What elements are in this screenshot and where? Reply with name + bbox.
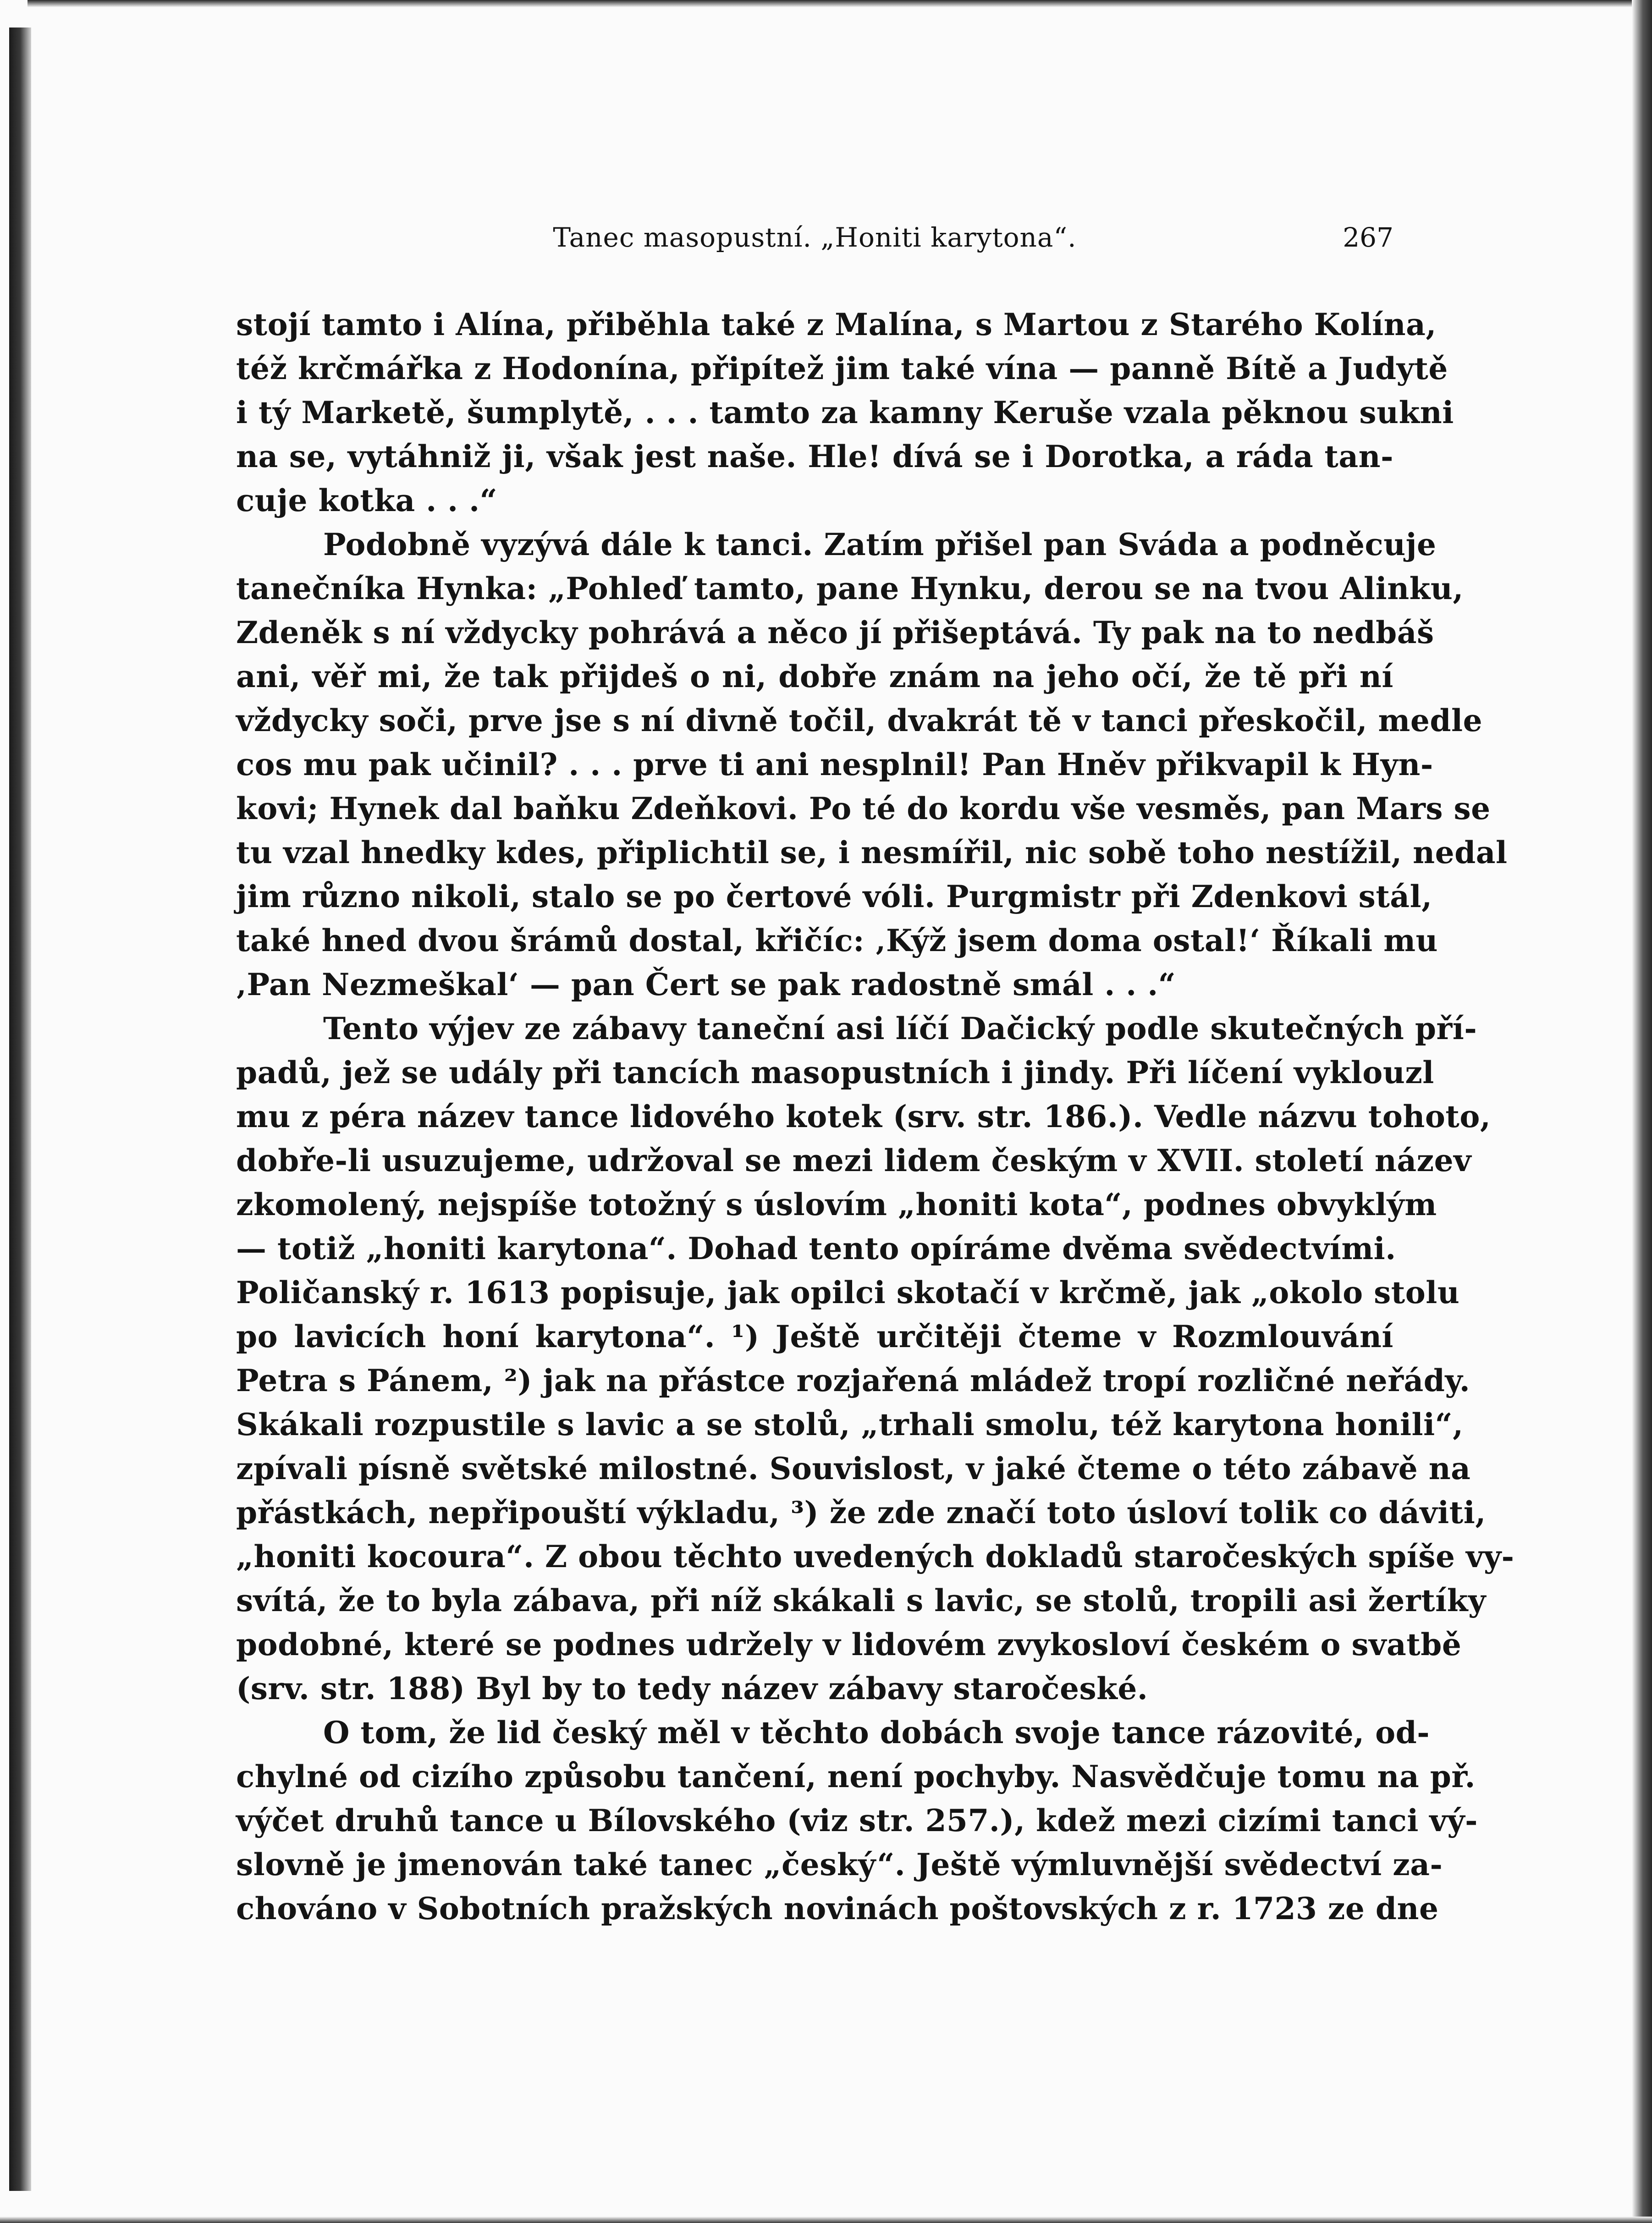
text-line: kovi; Hynek dal baňku Zdeňkovi. Po té do kordu vše vesměs, pan Mars se bbox=[236, 791, 1491, 826]
text-line: svítá, že to byla zábava, při níž skákali s lavic, se stolů, tropili asi žertíky bbox=[236, 1583, 1486, 1618]
page-edge-top bbox=[28, 0, 1652, 7]
text-line: „honiti kocoura“. Z obou těchto uvedených dokladů staročeských spíše vy- bbox=[236, 1539, 1514, 1574]
text-line: dobře-li usuzujeme, udržoval se mezi lidem českým v XVII. století název bbox=[236, 1143, 1471, 1178]
text-line: vždycky soči, prve jse s ní divně točil, dvakrát tě v tanci přeskočil, medle bbox=[236, 703, 1483, 738]
text-line: Zdeněk s ní vždycky pohrává a něco jí přišeptává. Ty pak na to nedbáš bbox=[236, 615, 1434, 650]
text-line: na se, vytáhniž ji, však jest naše. Hle! dívá se i Dorotka, a ráda tan- bbox=[236, 439, 1393, 474]
text-line: padů, jež se udály při tancích masopustních i jindy. Při líčení vyklouzl bbox=[236, 1055, 1434, 1090]
page-edge-right bbox=[1632, 0, 1652, 2223]
text-line: přástkách, nepřipouští výkladu, ³) že zde značí toto úsloví tolik co dáviti, bbox=[236, 1495, 1486, 1530]
text-line: cos mu pak učinil? . . . prve ti ani nesplnil! Pan Hněv přikvapil k Hyn- bbox=[236, 747, 1433, 782]
text-line: Podobně vyzývá dále k tanci. Zatím přišel pan Sváda a podněcuje bbox=[323, 527, 1437, 562]
text-line: po lavicích honí karytona“. ¹) Ještě určitěji čteme v Rozmlouvání bbox=[236, 1319, 1393, 1354]
text-line: jim různo nikoli, stalo se po čertové vóli. Purgmistr při Zdenkovi stál, bbox=[236, 879, 1432, 914]
text-line: Petra s Pánem, ²) jak na přástce rozjařená mládež tropí rozličné neřády. bbox=[236, 1363, 1470, 1398]
text-line: stojí tamto i Alína, přiběhla také z Malína, s Martou z Starého Kolína, bbox=[236, 307, 1437, 342]
text-line: chylné od cizího způsobu tančení, není pochyby. Nasvědčuje tomu na př. bbox=[236, 1759, 1476, 1794]
text-line: podobné, které se podnes udržely v lidovém zvykosloví českém o svatbě bbox=[236, 1627, 1462, 1662]
text-line: zkomolený, nejspíše totožný s úslovím „honiti kota“, podnes obvyklým bbox=[236, 1187, 1437, 1222]
text-line: Poličanský r. 1613 popisuje, jak opilci skotačí v krčmě, jak „okolo stolu bbox=[236, 1275, 1460, 1310]
page-edge-left bbox=[9, 28, 31, 2191]
text-line: — totiž „honiti karytona“. Dohad tento opíráme dvěma svědectvími. bbox=[236, 1231, 1396, 1266]
text-line: Tento výjev ze zábavy taneční asi líčí Dačický podle skutečných pří- bbox=[323, 1011, 1477, 1046]
running-title: Tanec masopustní. „Honiti karytona“. bbox=[553, 222, 1077, 253]
body-text bbox=[236, 303, 1514, 1931]
page-edge-bottom bbox=[0, 2217, 1652, 2223]
text-line: chováno v Sobotních pražských novinách poštovských z r. 1723 ze dne bbox=[236, 1891, 1439, 1926]
text-line: výčet druhů tance u Bílovského (viz str. 257.), kdež mezi cizími tanci vý- bbox=[236, 1803, 1478, 1838]
text-line: tanečníka Hynka: „Pohleď tamto, pane Hynku, derou se na tvou Alinku, bbox=[236, 571, 1464, 606]
text-line: též krčmářka z Hodonína, připítež jim také vína — panně Bítě a Judytě bbox=[236, 351, 1448, 386]
text-line: slovně je jmenován také tanec „český“. Ještě výmluvnější svědectví za- bbox=[236, 1847, 1443, 1882]
text-line: ‚Pan Nezmeškal‘ — pan Čert se pak radostně smál . . .“ bbox=[236, 967, 1176, 1002]
text-line: O tom, že lid český měl v těchto dobách svoje tance rázovité, od- bbox=[323, 1715, 1430, 1750]
text-line: Skákali rozpustile s lavic a se stolů, „trhali smolu, též karytona honili“, bbox=[236, 1407, 1464, 1442]
text-line: zpívali písně světské milostné. Souvislost, v jaké čteme o této zábavě na bbox=[236, 1451, 1471, 1486]
text-line: ani, věř mi, že tak přijdeš o ni, dobře znám na jeho očí, že tě při ní bbox=[236, 659, 1393, 694]
text-line: cuje kotka . . .“ bbox=[236, 483, 498, 518]
text-line: tu vzal hnedky kdes, připlichtil se, i nesmířil, nic sobě toho nestížil, nedal bbox=[236, 835, 1508, 870]
page-header bbox=[236, 219, 1393, 256]
text-line: i tý Marketě, šumplytě, . . . tamto za kamny Keruše vzala pěknou sukni bbox=[236, 395, 1454, 430]
page-number: 267 bbox=[1343, 222, 1393, 253]
text-line: také hned dvou šrámů dostal, křičíc: ‚Kýž jsem doma ostal!‘ Říkali mu bbox=[236, 923, 1438, 958]
text-line: mu z péra název tance lidového kotek (srv. str. 186.). Vedle názvu tohoto, bbox=[236, 1099, 1491, 1134]
text-line: (srv. str. 188) Byl by to tedy název zábavy staročeské. bbox=[236, 1671, 1148, 1706]
